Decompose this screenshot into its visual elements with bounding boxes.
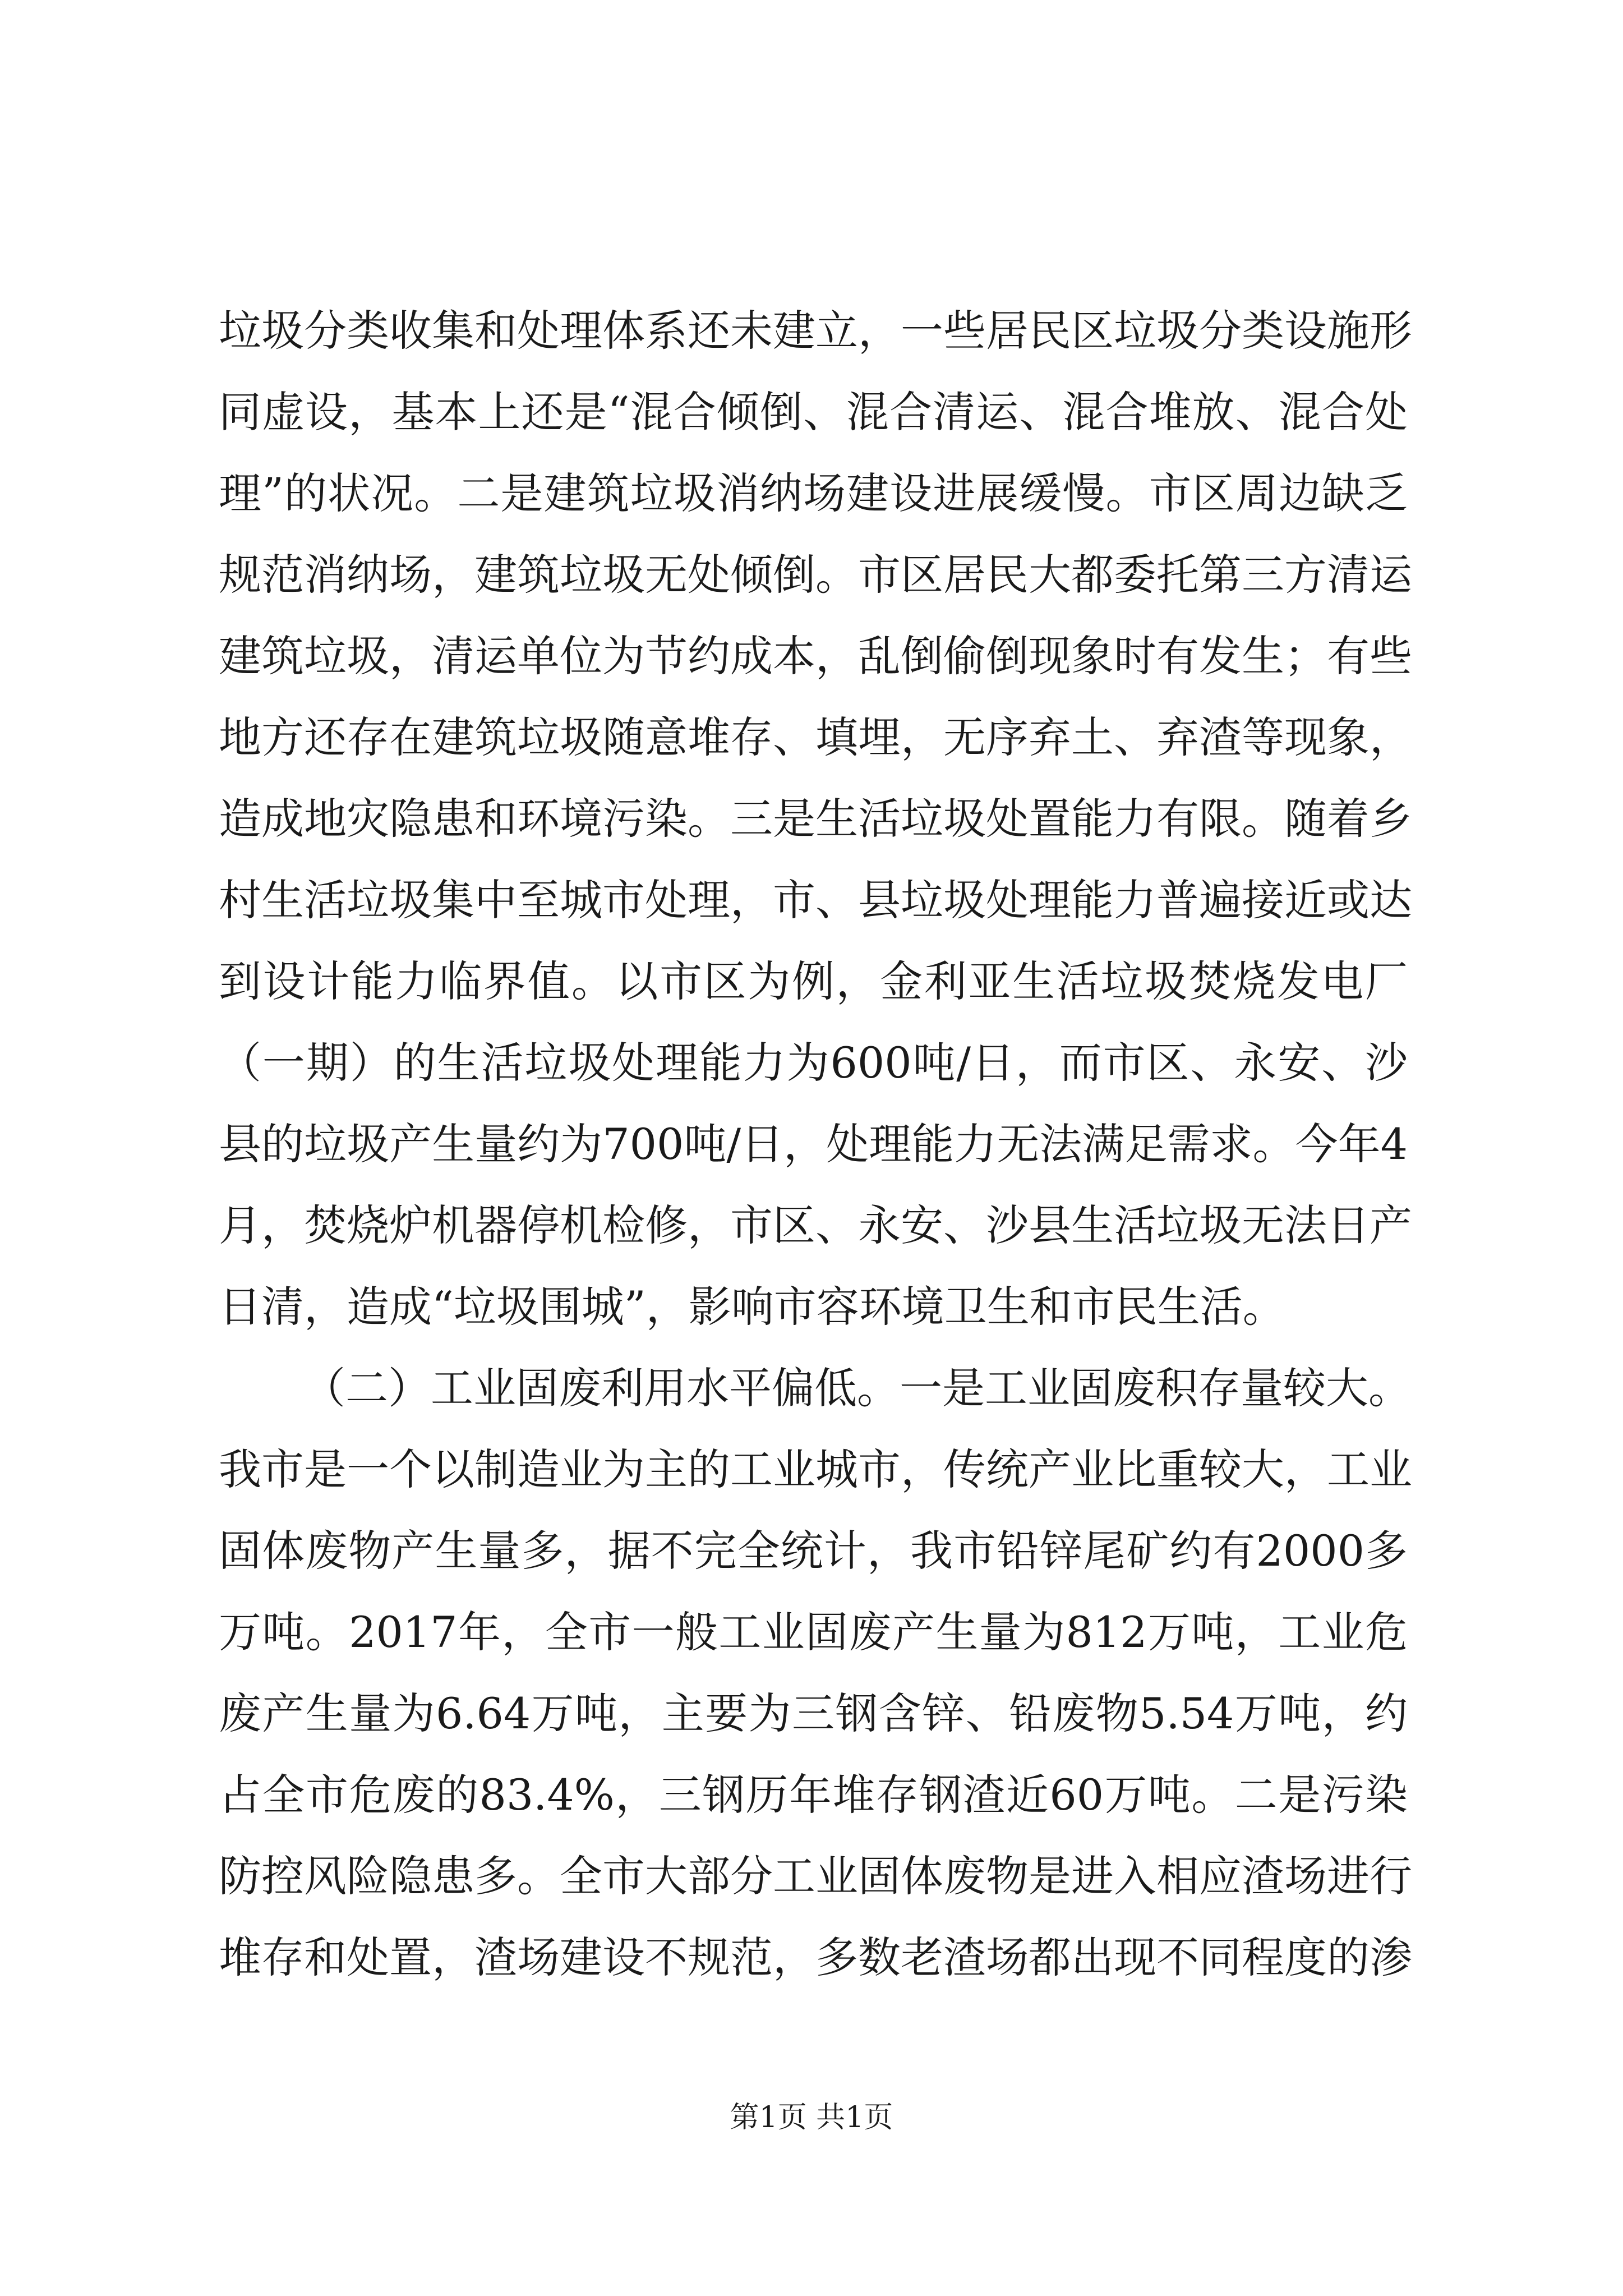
body-text-line: 堆存和处置，渣场建设不规范，多数老渣场都出现不同程度的渗 [219, 1932, 1412, 1982]
body-text-line: 同虚设，基本上还是“混合倾倒、混合清运、混合堆放、混合处 [219, 387, 1408, 437]
body-text-line: 到设计能力临界值。以市区为例，金利亚生活垃圾焚烧发电厂 [219, 956, 1408, 1006]
body-text-line: 万吨。2017年，全市一般工业固废产生量为812万吨，工业危 [219, 1607, 1408, 1657]
body-text-line: 月，焚烧炉机器停机检修，市区、永安、沙县生活垃圾无法日产 [219, 1200, 1412, 1250]
page-footer: 第1页 共1页 [730, 2101, 893, 2134]
body-text-line: 建筑垃圾，清运单位为节约成本，乱倒偷倒现象时有发生；有些 [219, 631, 1412, 681]
body-text-line: 理”的状况。二是建筑垃圾消纳场建设进展缓慢。市区周边缺乏 [219, 468, 1408, 518]
body-text-line: 废产生量为6.64万吨，主要为三钢含锌、铅废物5.54万吨，约 [219, 1688, 1408, 1738]
body-text-line: 地方还存在建筑垃圾随意堆存、填埋，无序弃土、弃渣等现象， [219, 712, 1412, 762]
body-text-line: 我市是一个以制造业为主的工业城市，传统产业比重较大，工业 [219, 1444, 1412, 1494]
body-text-line: 规范消纳场，建筑垃圾无处倾倒。市区居民大都委托第三方清运 [219, 550, 1412, 600]
body-text-line: 县的垃圾产生量约为700吨/日，处理能力无法满足需求。今年4 [219, 1119, 1408, 1169]
body-text-line: 固体废物产生量多，据不完全统计，我市铅锌尾矿约有2000多 [219, 1526, 1408, 1576]
body-text-line: 占全市危废的83.4%，三钢历年堆存钢渣近60万吨。二是污染 [219, 1770, 1408, 1820]
body-text-line: （一期）的生活垃圾处理能力为600吨/日，而市区、永安、沙 [219, 1038, 1408, 1088]
body-text-line: 村生活垃圾集中至城市处理，市、县垃圾处理能力普遍接近或达 [219, 875, 1412, 925]
body-text-line: 造成地灾隐患和环境污染。三是生活垃圾处置能力有限。随着乡 [219, 794, 1412, 844]
body-text-line: （二）工业固废利用水平偏低。一是工业固废积存量较大。 [303, 1363, 1411, 1413]
body-text-line: 垃圾分类收集和处理体系还未建立，一些居民区垃圾分类设施形 [219, 306, 1412, 356]
body-text-line: 日清，造成“垃圾围城”，影响市容环境卫生和市民生活。 [219, 1282, 1285, 1332]
body-text-line: 防控风险隐患多。全市大部分工业固体废物是进入相应渣场进行 [219, 1851, 1412, 1901]
